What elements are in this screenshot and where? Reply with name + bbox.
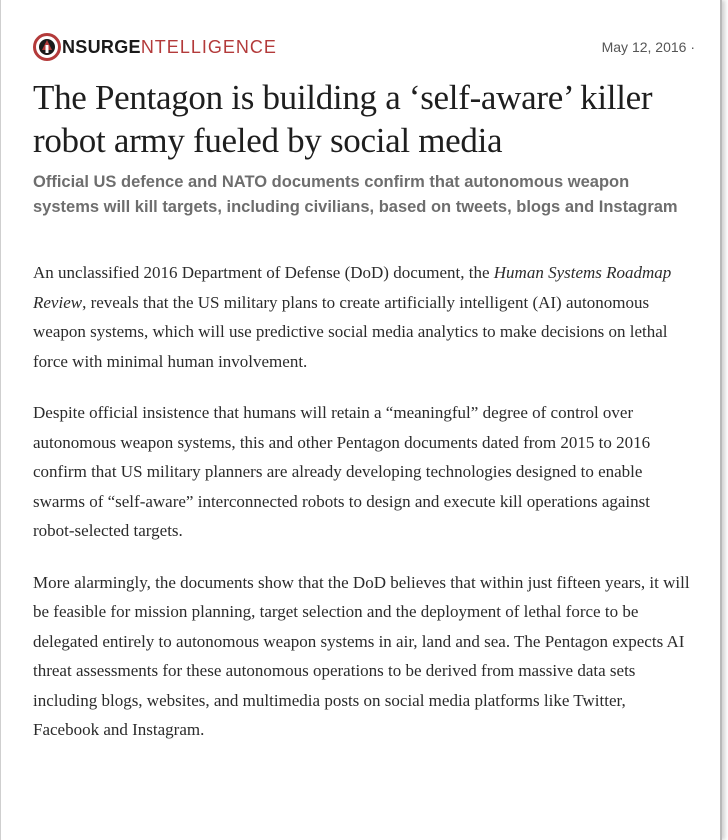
publish-date: May 12, 2016 · bbox=[601, 39, 695, 55]
logo-wordmark-strong: NSURGE bbox=[62, 37, 141, 57]
article-subtitle: Official US defence and NATO documents confirm that autonomous weapon systems will kill targets, including civilians, based on tweets, blogs and Instagram bbox=[33, 173, 678, 216]
article-title: The Pentagon is building a ‘self-aware’ killer robot army fueled by social media bbox=[33, 78, 653, 160]
article-paragraph-3: More alarmingly, the documents show that the DoD believes that within just fifteen years, it will be feasible for mission planning, target selection and the deployment of lethal force to be delegated entirely to autonomous weapon systems in air, land and sea. The Pentagon expects AI threat assessments for these autonomous operations to be derived from massive data sets including blogs, websites, and multimedia posts on social media platforms like Twitter, Facebook and Instagram. bbox=[33, 572, 690, 739]
article-header bbox=[33, 30, 693, 66]
publication-logo[interactable] bbox=[33, 30, 277, 64]
article-paragraph-1 bbox=[33, 258, 693, 376]
paragraph-1-text-before: An unclassified 2016 Department of Defense (DoD) document, the bbox=[33, 263, 494, 282]
report-title-italic: Human Systems Roadmap Review bbox=[33, 263, 672, 312]
article-paragraph-2: Despite official insistence that humans will retain a “meaningful” degree of control over autonomous weapon systems, this and other Pentagon documents dated from 2015 to 2016 confirm that US military planners are already developing technologies designed to enable swarms of “self-aware” interconnected robots to design and execute kill operations against robot-selected targets. bbox=[33, 403, 651, 540]
insurge-logo-icon bbox=[33, 33, 61, 61]
logo-wordmark-light: NTELLIGENCE bbox=[140, 37, 277, 57]
paragraph-1-text-after: , reveals that the US military plans to create artificially intelligent (AI) autonomous weapon systems, which will use predictive social media analytics to make decisions on lethal force with minimal human involvement. bbox=[33, 292, 668, 371]
logo-wordmark bbox=[62, 38, 277, 56]
article-body bbox=[33, 258, 693, 767]
